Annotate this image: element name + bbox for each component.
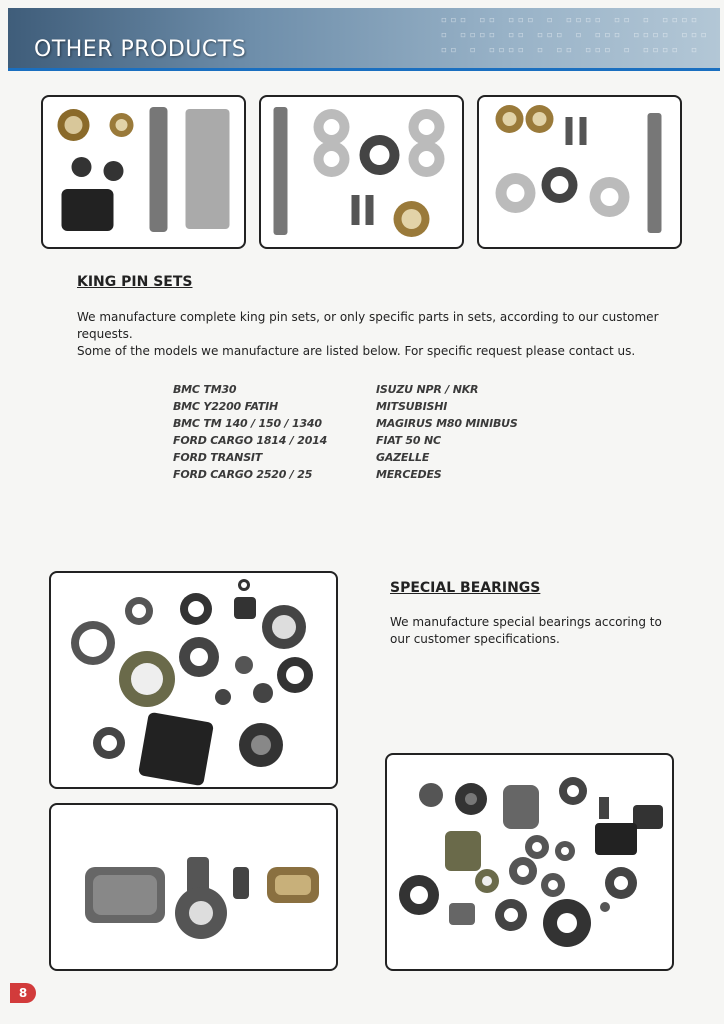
bearings-text-line-2: our customer specifications. [390,632,560,646]
special-bearings-photo-2 [49,803,338,971]
page-title: OTHER PRODUCTS [34,37,247,62]
king-pin-text-line-1: We manufacture complete king pin sets, or only specific parts in sets, according to our customer requests. [77,310,659,341]
special-bearings-photo-1 [49,571,338,789]
model-item: FORD CARGO 1814 / 2014 [173,434,328,447]
header-banner [8,8,720,68]
special-bearings-description [390,614,690,648]
king-pin-set-photo-3 [477,95,682,249]
king-pin-set-photo-1 [41,95,246,249]
model-item: FORD TRANSIT [173,451,263,464]
king-pin-sets-heading: KING PIN SETS [77,274,193,290]
model-item: MAGIRUS M80 MINIBUS [376,417,518,430]
model-item: BMC TM 140 / 150 / 1340 [173,417,322,430]
models-list-left [173,381,327,483]
model-item: MERCEDES [376,468,442,481]
bearings-text-line-1: We manufacture special bearings accoring to [390,615,662,629]
king-pin-text-line-2: Some of the models we manufacture are listed below. For specific request please contact us. [77,344,636,358]
page-number: 8 [10,983,36,1003]
king-pin-description [77,309,677,360]
special-bearings-heading: SPECIAL BEARINGS [390,580,541,596]
model-item: GAZELLE [376,451,430,464]
model-item: MITSUBISHI [376,400,448,413]
model-item: FORD CARGO 2520 / 25 [173,468,313,481]
header-pattern-decoration: ▫▫▫ ▫▫ ▫▫▫ ▫ ▫▫▫▫ ▫▫ ▫ ▫▫▫▫ ▫ ▫▫▫▫ ▫▫ ▫▫▫ ▫ ▫▫▫ ▫▫▫▫ ▫▫▫ ▫▫ ▫ ▫▫▫▫ ▫ ▫▫ ▫▫▫ ▫ ▫▫▫▫ ▫ [440,13,710,56]
model-item: ISUZU NPR / NKR [376,383,479,396]
model-item: FIAT 50 NC [376,434,441,447]
model-item: BMC Y2200 FATIH [173,400,279,413]
special-bearings-photo-3 [385,753,674,971]
model-item: BMC TM30 [173,383,237,396]
header-divider [8,68,720,71]
models-list-right [376,381,518,483]
king-pin-set-photo-2 [259,95,464,249]
